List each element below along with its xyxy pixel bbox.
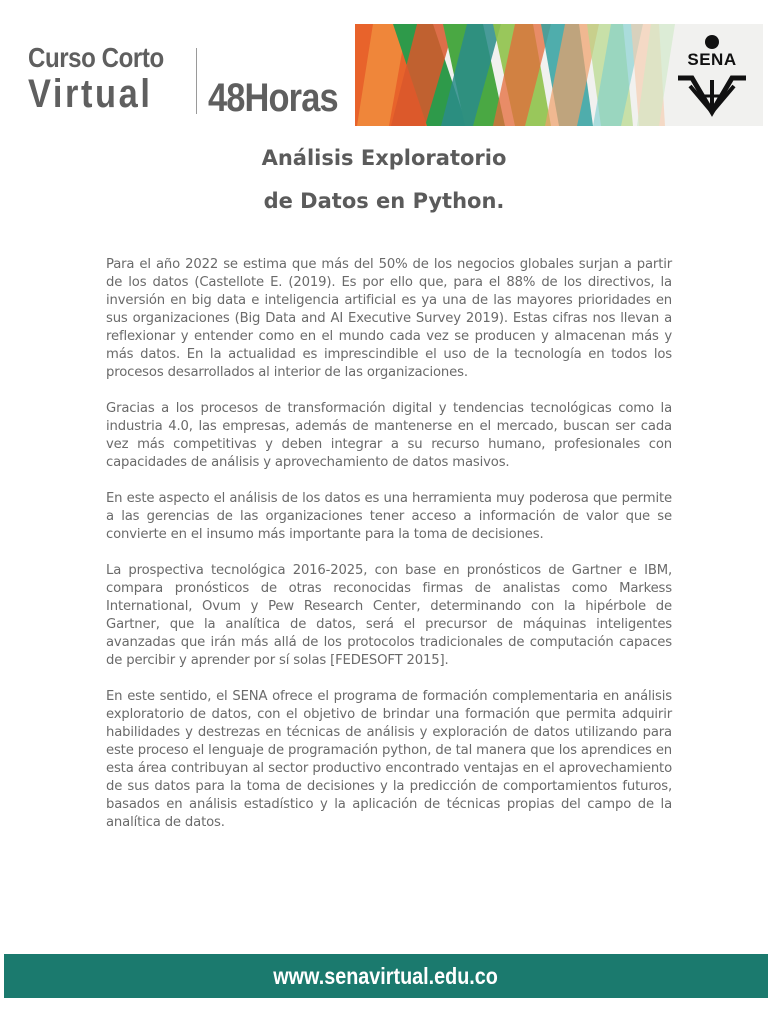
brand-curso-corto: Curso Corto [28, 42, 164, 73]
footer-bar [4, 954, 768, 998]
brand-48-horas: 48Horas [208, 76, 338, 120]
page-title-line-2: de Datos en Python. [263, 189, 505, 213]
paragraph: Para el año 2022 se estima que más del 50% de los negocios globales surjan a partir de los datos (Castellote E. (2019). Es por ello que, para el 88% de los directivos, la inversión en big data e inteligencia artificial es ya una de las mayores prioridades en sus organizaciones (Big Data and AI Executive Survey 2019). Estas cifras nos llevan a reflexionar y entender como en el mundo cada vez se producen y almacenan más y más datos. En la actualidad es imprescindible el uso de la tecnología en todos los procesos desarrollados al interior de las organizaciones. [106, 257, 672, 380]
body-text [106, 256, 672, 850]
paragraph: En este aspecto el análisis de los datos es una herramienta muy poderosa que permite a las gerencias de las organizaciones tener acceso a información de valor que se convierte en el insumo más importante para la toma de decisiones. [106, 491, 672, 542]
footer-url-link[interactable]: www.senavirtual.edu.co [273, 963, 499, 989]
sena-logo-text: SENA [687, 50, 737, 69]
sena-logo [672, 34, 752, 118]
header [0, 0, 768, 130]
paragraph: En este sentido, el SENA ofrece el programa de formación complementaria en análisis exploratorio de datos, con el objetivo de brindar una formación que permita adquirir habilidades y destrezas en técnicas de análisis y exploración de datos utilizando para este proceso el lenguaje de programación python, de tal manera que los aprendices en esta área contribuyan al sector productivo encontrado ventajas en el aprovechamiento de sus datos para la toma de decisiones y la predicción de comportamientos futuros, basados en análisis estadístico y la aplicación de técnicas propias del campo de la analítica de datos. [106, 689, 672, 830]
paragraph: La prospectiva tecnológica 2016-2025, con base en pronósticos de Gartner e IBM, compara pronósticos de otras reconocidas firmas de analistas como Markess International, Ovum y Pew Research Center, determinando con la hipérbole de Gartner, que la analítica de datos, será el precursor de máquinas inteligentes avanzadas que irán más allá de los protocolos tradicionales de computación capaces de percibir y aprender por sí solas [FEDESOFT 2015]. [106, 563, 672, 668]
paragraph: Gracias a los procesos de transformación digital y tendencias tecnológicas como la industria 4.0, las empresas, además de mantenerse en el mercado, buscan ser cada vez más competitivas y deben integrar a su recurso humano, profesionales con capacidades de análisis y aprovechamiento de datos masivos. [106, 401, 672, 470]
brand-virtual: Virtual [28, 72, 153, 116]
page-title-line-1: Análisis Exploratorio [261, 146, 507, 170]
brand-divider [196, 48, 197, 114]
